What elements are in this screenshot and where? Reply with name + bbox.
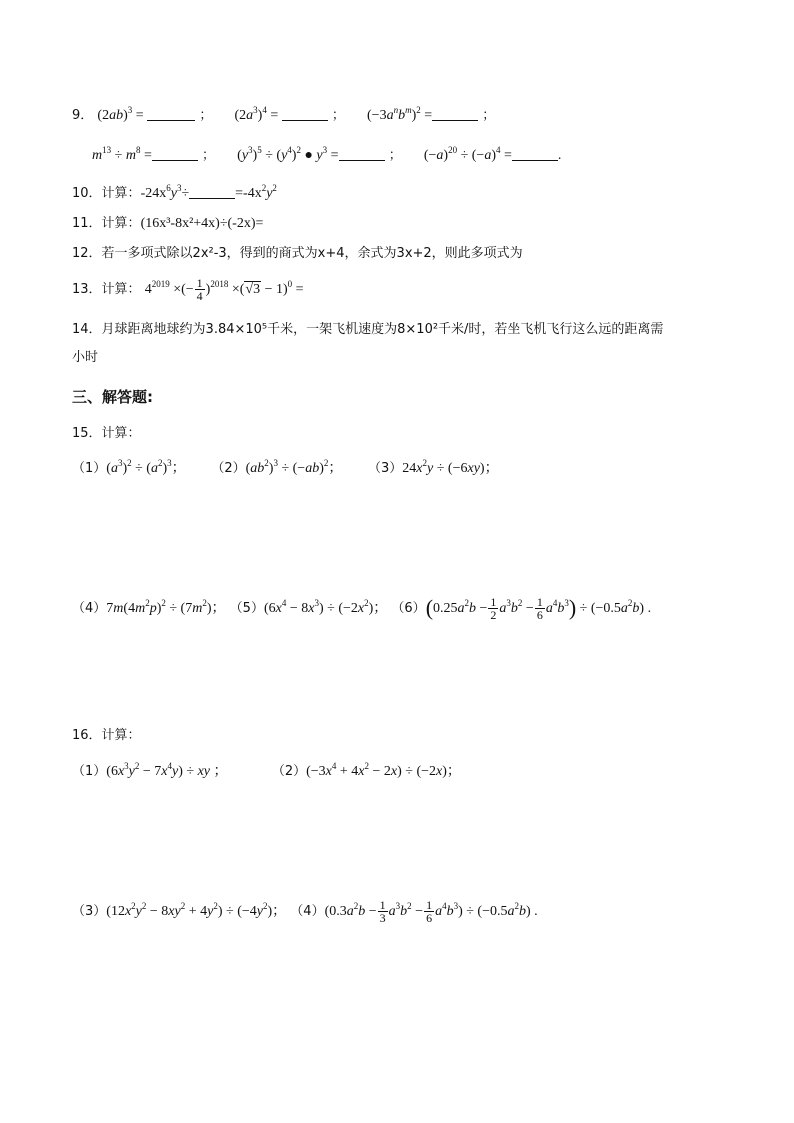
- question-9-line-1: 9． $(2ab)^3$ = ； $(2a^3)^4$ = ； $(-3a^nb^m)^2$ = ；: [72, 105, 496, 123]
- question-number: 15．: [72, 426, 102, 441]
- question-text: 月球距离地球约为3.84×10⁵千米，一架飞机速度为8×10²千米/时，若坐飞机飞行这么远的距离需: [101, 322, 664, 337]
- question-16-row-2: $(3)(12x^2y^2 - 8xy^2 + 4y^2) \div (-4y^2)$； $(4)(0.3a^2b$ − $\frac{1}{3}$ $a^3b^2$ − $\frac{1}{6}$ $a^4b^3) \div (-0.5a^2b)$ .: [72, 898, 538, 925]
- answer-blank: [339, 148, 385, 161]
- question-10: 10．计算：$-24x^6y^3\div =-4x^2y^2$: [72, 183, 277, 201]
- answer-blank: [432, 108, 478, 121]
- question-13: 13．计算： $4^{2019}$ ×(− $\frac{1}{4}$ )$^{2018} \times(√3 - 1)^0$ =: [72, 276, 304, 303]
- part-label: （1）: [72, 461, 107, 476]
- part-label: （2）: [211, 461, 246, 476]
- question-14-line-2: [72, 348, 754, 368]
- question-15-row-2: $(4)7m(4m^2p)^2 \div (7m^2)$； $(5)(6x^4 - 8x^3) \div (-2x^2)$； $(6)(0.25a^2b$ − $\frac{1}{2}$ $a^3b^2$ − $\frac{1}{6}$ $a^4b^3) \div (-0.5a^2b)$ .: [72, 595, 652, 622]
- question-11: [72, 214, 754, 234]
- part-label: （3）: [72, 904, 107, 919]
- part-label: （4）: [72, 601, 107, 616]
- expression: (16x³-8x²+4x)÷(-2x)=: [140, 216, 264, 231]
- question-label: 计算：: [101, 186, 141, 201]
- question-label: 计算：: [101, 216, 141, 231]
- fraction: $\frac{1}{4}$: [196, 276, 203, 303]
- answer-blank: [282, 108, 328, 121]
- expr-part: -24x: [140, 186, 167, 201]
- part-label: （1）: [72, 764, 107, 779]
- part-label: （5）: [229, 601, 264, 616]
- separator: ；: [482, 108, 496, 123]
- question-16-row-1: $(1)(6x^3y^2 - 7x^4y)$ ÷ xy ； $(2)(-3x^4 + 4x^2 - 2x) \div (-2x)$；: [72, 761, 461, 779]
- answer-blank: [147, 108, 195, 121]
- question-label: 计算：: [101, 728, 141, 743]
- separator: ；: [199, 108, 213, 123]
- part-label: （4）: [290, 904, 325, 919]
- answer-blank: [189, 186, 235, 199]
- question-14-line-1: [72, 320, 754, 340]
- part-label: （3）: [368, 461, 403, 476]
- answer-blank: [152, 148, 198, 161]
- separator: ；: [388, 148, 402, 163]
- separator: ；: [331, 108, 345, 123]
- section-heading: 三、解答题:: [72, 388, 153, 406]
- question-15-row-1: $(1)(a^3)^2 \div (a^2)^3$； $(2)(ab^2)^3 \div (-ab)^2$； $(3)24x^2y \div (-6xy)$；: [72, 458, 499, 476]
- part-label: （2）: [271, 764, 307, 779]
- question-15: [72, 424, 754, 444]
- expr-part: =-4x: [235, 186, 262, 201]
- question-text: 若一多项式除以2x²-3，得到的商式为x+4，余式为3x+2，则此多项式为: [101, 246, 523, 261]
- question-number: 11．: [72, 216, 102, 231]
- question-9-line-2: $m^{13} \div m^8$ = ； $(y^3)^5 \div (y^4)^2$ ● $y^3$ = ； $(-a)^{20} \div (-a)^4$ = .: [92, 145, 562, 163]
- question-number: 10．: [72, 186, 102, 201]
- question-number: 12．: [72, 246, 102, 261]
- question-12: [72, 244, 754, 264]
- separator: ；: [201, 148, 215, 163]
- answer-blank: [512, 148, 558, 161]
- part-label: （6）: [391, 601, 426, 616]
- question-number: 13．: [72, 282, 102, 297]
- question-text: 小时: [72, 350, 99, 365]
- question-number: 16．: [72, 728, 102, 743]
- question-number: 14．: [72, 322, 102, 337]
- question-label: 计算：: [101, 426, 141, 441]
- question-16: [72, 726, 754, 746]
- question-number: 9．: [72, 108, 94, 123]
- question-label: 计算：: [101, 282, 141, 297]
